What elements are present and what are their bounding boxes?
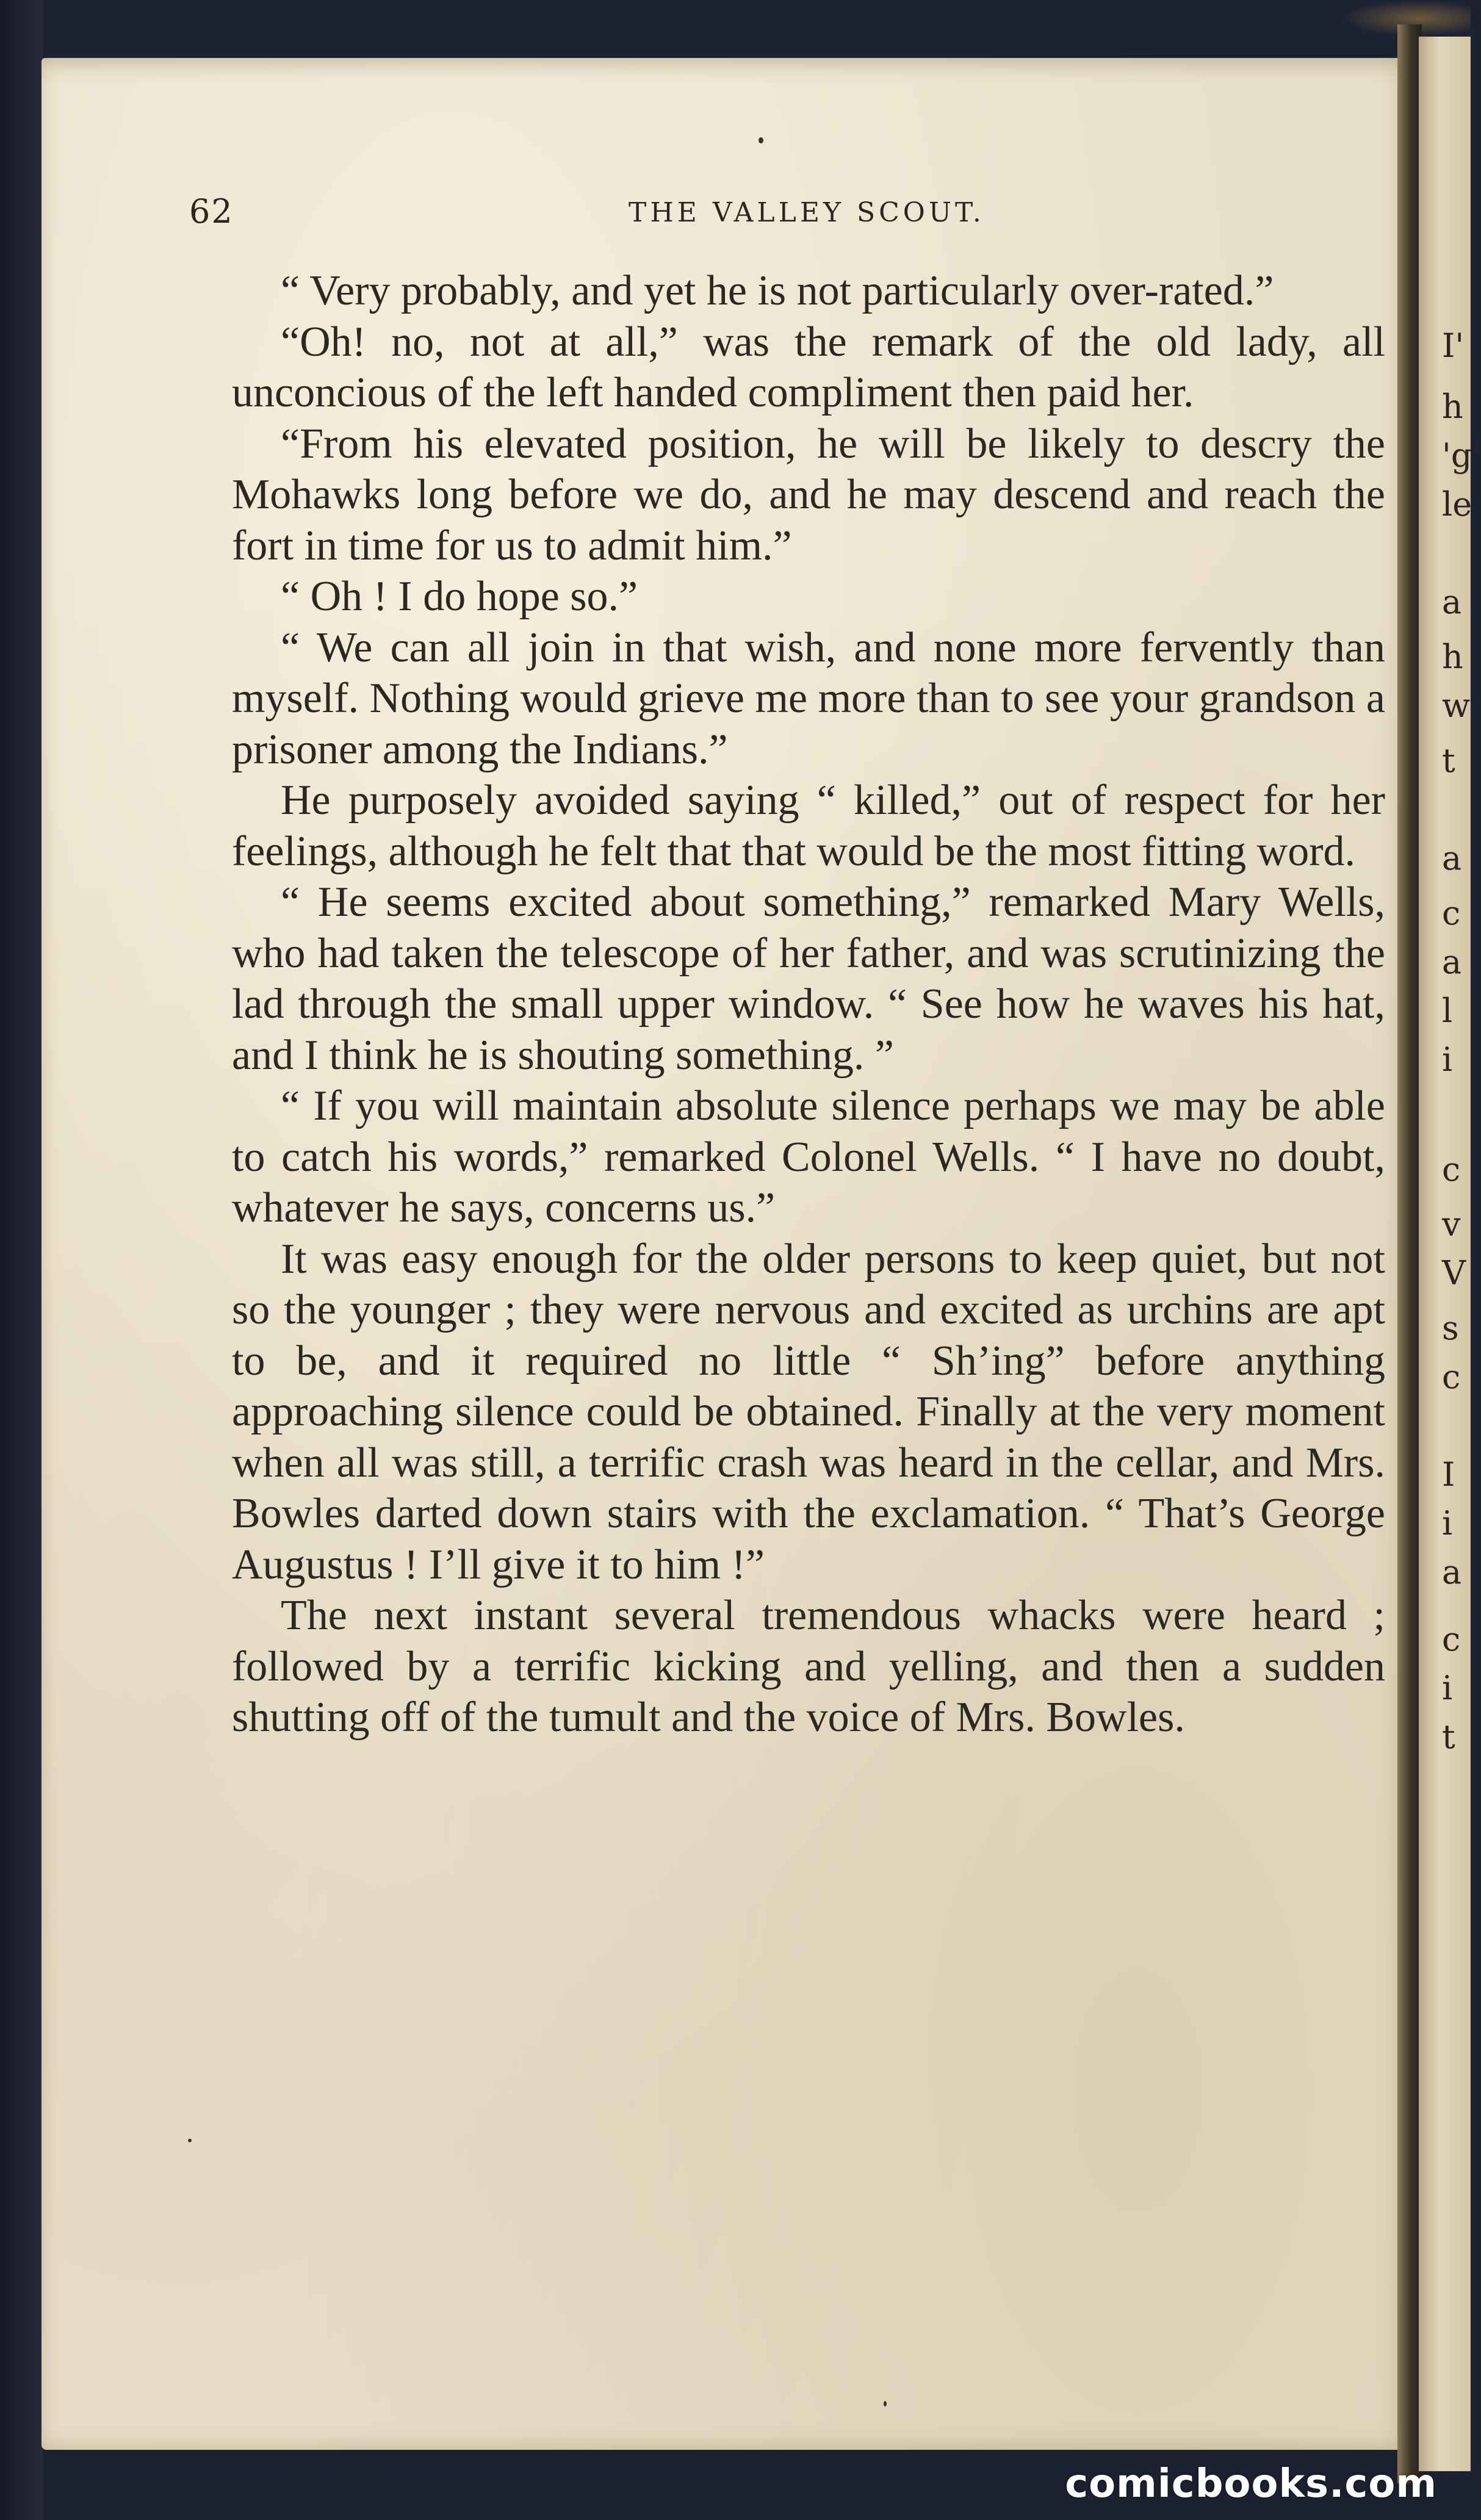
paragraph: “ Oh ! I do hope so.”: [281, 573, 638, 620]
body-text: [232, 265, 1385, 1743]
paragraph: “ He seems excited about something,” remarked Mary Wells, who had taken the telescope of her father, and was scrutinizing the lad through the small upper window. “ See how he waves his hat, and I think he is shouting something. ”: [232, 879, 1385, 1079]
next-page-fragment: a: [1442, 943, 1462, 981]
next-page-fragment: c: [1442, 1150, 1461, 1189]
next-page-fragment: t: [1442, 741, 1455, 780]
next-page-fragment: t: [1442, 1718, 1455, 1756]
running-title: THE VALLEY SCOUT.: [629, 197, 985, 228]
next-page-fragment: le: [1442, 485, 1472, 524]
next-page-fragment: i: [1442, 1504, 1453, 1543]
page-number: 62: [189, 192, 234, 231]
next-page-fragment: I': [1442, 326, 1465, 365]
paper-speck: [884, 2401, 887, 2407]
next-page-fragment: a: [1442, 839, 1462, 877]
book-spine: [1397, 24, 1422, 2483]
next-page-fragment: I: [1442, 1455, 1455, 1494]
next-page-fragment: w: [1442, 686, 1471, 725]
paper-speck: [188, 2139, 192, 2142]
next-page-fragment: a: [1442, 1553, 1462, 1591]
paragraph: “Oh! no, not at all,” was the remark of the old lady, all unconcious of the left handed compliment then paid her.: [232, 318, 1385, 416]
next-page-fragment: c: [1442, 1358, 1461, 1396]
site-watermark: comicbooks.com: [1065, 2461, 1437, 2507]
next-page-fragment: c: [1442, 1620, 1461, 1658]
next-page-fragment: i: [1442, 1669, 1453, 1707]
next-page-fragment: h: [1442, 638, 1463, 676]
next-page-fragment: s: [1442, 1309, 1459, 1347]
paragraph: “ We can all join in that wish, and none more fervently than myself. Nothing would grieve me more than to see your grandson a prisoner among the Indians.”: [232, 624, 1385, 773]
paragraph: “ Very probably, and yet he is not particularly over-rated.”: [281, 267, 1274, 314]
paragraph: He purposely avoided saying “ killed,” out of respect for her feelings, although he felt that that would be the most fitting word.: [232, 777, 1385, 875]
next-page-fragment: a: [1442, 583, 1462, 621]
next-page-edge: [1419, 37, 1481, 2471]
next-page-fragment: i: [1442, 1040, 1453, 1079]
paragraph: “From his elevated position, he will be likely to descry the Mohawks long before we do, and he may descend and reach the fort in time for us to admit him.”: [232, 420, 1385, 569]
paper-speck: [759, 137, 763, 143]
paragraph: “ If you will maintain absolute silence perhaps we may be able to catch his words,” remarked Colonel Wells. “ I have no doubt, whatever he says, concerns us.”: [232, 1082, 1385, 1231]
next-page-fragment: 'g': [1442, 436, 1481, 475]
next-page-fragment: v: [1442, 1205, 1461, 1244]
paragraph: The next instant several tremendous whacks were heard ; followed by a terrific kicking and yelling, and then a sudden shutting off of the tumult and the voice of Mrs. Bowles.: [232, 1592, 1385, 1741]
next-page-fragment: l: [1442, 992, 1453, 1030]
next-page-fragment: h: [1442, 387, 1463, 426]
next-page-fragment: V: [1442, 1254, 1466, 1292]
next-page-fragment: c: [1442, 894, 1461, 932]
page-header: [189, 192, 1385, 235]
paragraph: It was easy enough for the older persons to keep quiet, but not so the younger ; they were nervous and excited as urchins are apt to be, and it required no little “ Sh’ing” before anything approaching silence could be obtained. Finally at the very moment when all was still, a terrific crash was heard in the cellar, and Mrs. Bowles darted down stairs with the exclamation. “ That’s George Augustus ! I’ll give it to him !”: [232, 1235, 1385, 1588]
left-gutter: [0, 0, 43, 2520]
